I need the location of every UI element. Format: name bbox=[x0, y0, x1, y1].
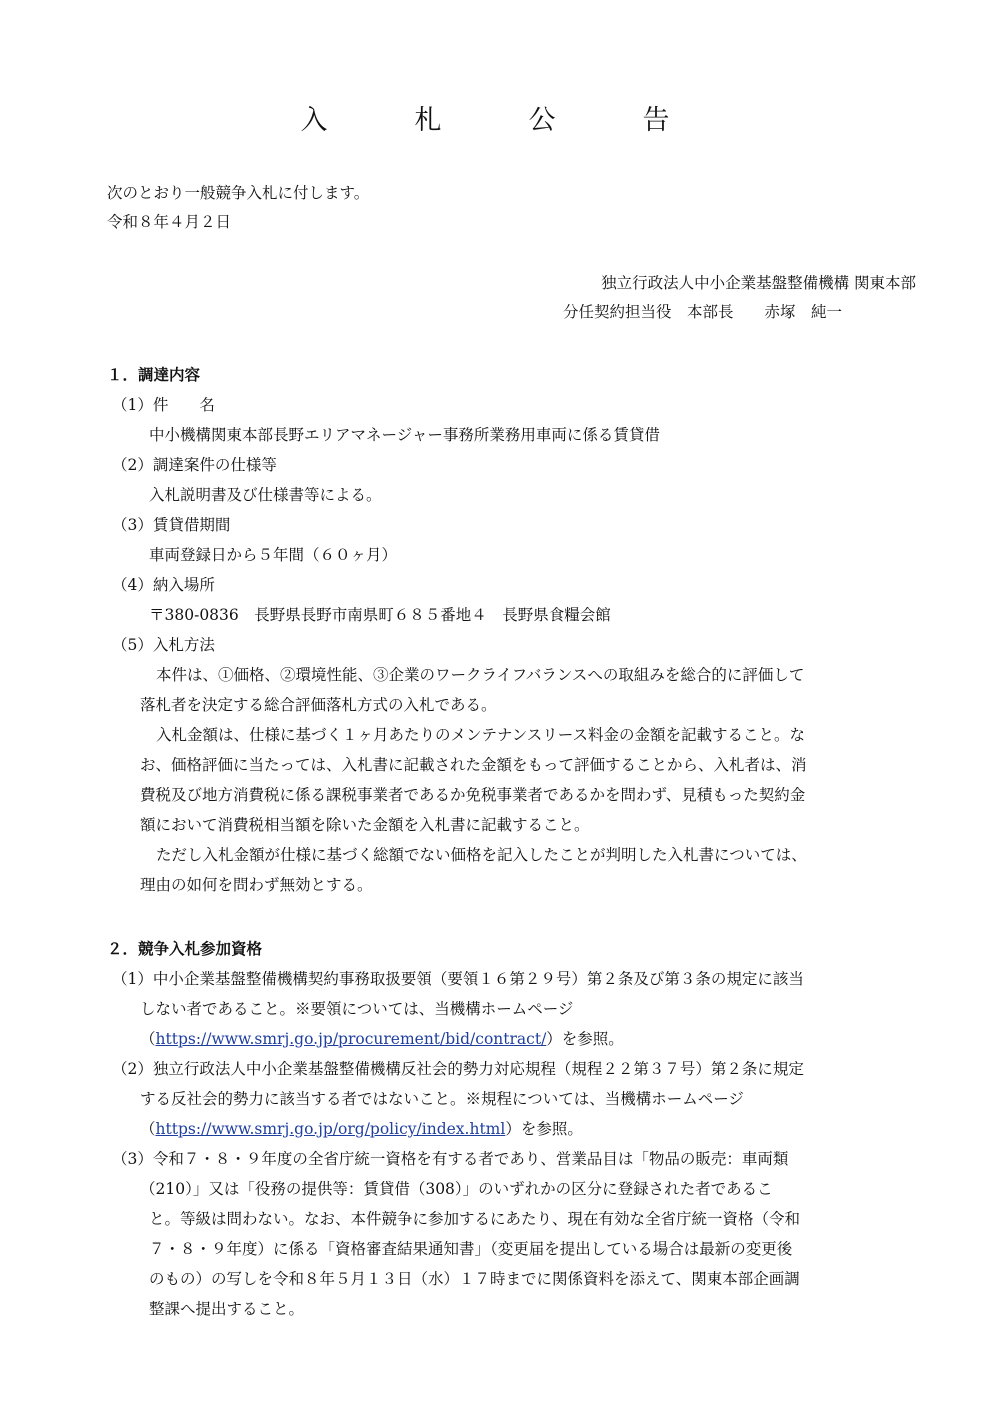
paren-close: ）を参照。 bbox=[505, 1120, 583, 1138]
section1-item2-label: （2）調達案件の仕様等 bbox=[112, 456, 277, 474]
section2-item3-text: と。等級は問わない。なお、本件競争に参加するにあたり、現在有効な全省庁統一資格（令和 bbox=[149, 1210, 801, 1228]
issuer-officer: 分任契約担当役 本部長 赤塚 純一 bbox=[563, 303, 843, 321]
section1-item3-text: 車両登録日から５年間（６０ヶ月） bbox=[149, 546, 398, 564]
section1-item5-label: （5）入札方法 bbox=[112, 636, 215, 654]
contract-rules-link[interactable]: https://www.smrj.go.jp/procurement/bid/contract/ bbox=[155, 1030, 547, 1048]
section2-item3-text: （210）」又は「役務の提供等：賃貸借（308）」のいずれかの区分に登録された者であるこ bbox=[140, 1180, 773, 1198]
section2-heading: ２．競争入札参加資格 bbox=[107, 940, 263, 958]
section2-item2-reference bbox=[140, 1118, 583, 1140]
section2-item3-text: ７・８・９年度）に係る「資格審査結果通知書」（変更届を提出している場合は最新の変更後 bbox=[149, 1240, 793, 1258]
section1-item4-label: （4）納入場所 bbox=[112, 576, 215, 594]
paren-open: （ bbox=[140, 1030, 156, 1048]
section2-item1-text: （1）中小企業基盤整備機構契約事務取扱要領（要領１６第２９号）第２条及び第３条の規定に該当 bbox=[112, 970, 804, 988]
section1-item3-label: （3）賃貸借期間 bbox=[112, 516, 231, 534]
intro-text: 次のとおり一般競争入札に付します。 bbox=[107, 184, 370, 202]
section1-heading: １．調達内容 bbox=[107, 366, 201, 384]
section2-item2-text: する反社会的勢力に該当する者ではないこと。※規程については、当機構ホームページ bbox=[140, 1090, 744, 1108]
section1-item5-text: 費税及び地方消費税に係る課税事業者であるか免税事業者であるかを問わず、見積もった契約金 bbox=[140, 786, 806, 804]
section1-item5-text: 額において消費税相当額を除いた金額を入札書に記載すること。 bbox=[140, 816, 590, 834]
section1-item5-text: 理由の如何を問わず無効とする。 bbox=[140, 876, 373, 894]
section1-item5-text: 落札者を決定する総合評価落札方式の入札である。 bbox=[140, 696, 497, 714]
section1-item4-text: 〒380-0836 長野県長野市南県町６８５番地４ 長野県食糧会館 bbox=[149, 606, 611, 624]
section2-item1-reference bbox=[140, 1028, 624, 1050]
section2-item3-text: （3）令和７・８・９年度の全省庁統一資格を有する者であり、営業品目は「物品の販売：車両類 bbox=[112, 1150, 789, 1168]
section2-item3-text: のもの）の写しを令和８年５月１３日（水）１７時までに関係資料を添えて、関東本部企画調 bbox=[149, 1270, 800, 1288]
paren-close: ）を参照。 bbox=[546, 1030, 624, 1048]
notice-date: 令和８年４月２日 bbox=[107, 213, 232, 231]
section2-item2-text: （2）独立行政法人中小企業基盤整備機構反社会的勢力対応規程（規程２２第３７号）第２条に規定 bbox=[112, 1060, 804, 1078]
section2-item3-text: 整課へ提出すること。 bbox=[149, 1300, 305, 1318]
section1-item2-text: 入札説明書及び仕様書等による。 bbox=[149, 486, 382, 504]
policy-link[interactable]: https://www.smrj.go.jp/org/policy/index.html bbox=[155, 1120, 506, 1138]
paren-open: （ bbox=[140, 1120, 156, 1138]
section1-item5-text: 入札金額は、仕様に基づく１ヶ月あたりのメンテナンスリース料金の金額を記載すること。な bbox=[156, 726, 805, 744]
section1-item5-text: お、価格評価に当たっては、入札書に記載された金額をもって評価することから、入札者は、消 bbox=[140, 756, 807, 774]
section1-item5-text: ただし入札金額が仕様に基づく総額でない価格を記入したことが判明した入札書については、 bbox=[156, 846, 807, 864]
document-title: 入 札 公 告 bbox=[300, 105, 700, 136]
issuer-organization: 独立行政法人中小企業基盤整備機構 関東本部 bbox=[601, 274, 916, 292]
section1-item1-text: 中小機構関東本部長野エリアマネージャー事務所業務用車両に係る賃貸借 bbox=[149, 426, 660, 444]
section2-item1-text: しない者であること。※要領については、当機構ホームページ bbox=[140, 1000, 574, 1018]
section1-item5-text: 本件は、①価格、②環境性能、③企業のワークライフバランスへの取組みを総合的に評価して bbox=[156, 666, 805, 684]
section1-item1-label: （1）件 名 bbox=[112, 396, 215, 414]
